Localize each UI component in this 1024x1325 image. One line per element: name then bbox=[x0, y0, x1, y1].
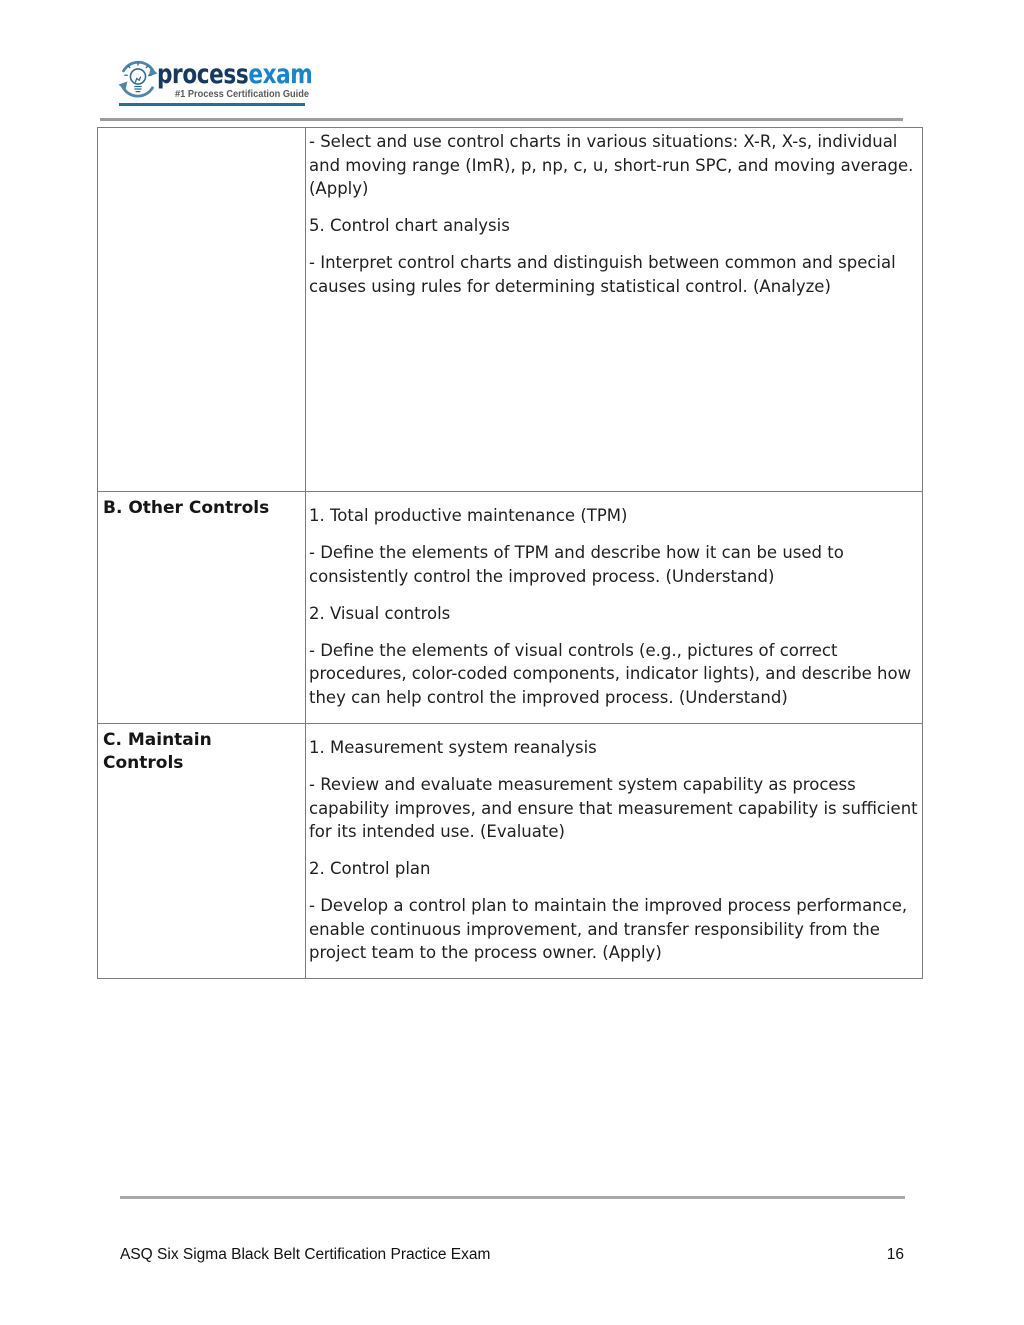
details-cell bbox=[306, 492, 923, 724]
detail-paragraph: - Develop a control plan to maintain the improved process performance, enable continuous improvement, and transfer responsibility from the project team to the process owner. (Apply) bbox=[309, 896, 908, 962]
details-cell bbox=[306, 128, 923, 492]
table-row bbox=[98, 128, 923, 492]
syllabus-table bbox=[97, 127, 923, 979]
topic-label: B. Other Controls bbox=[103, 498, 270, 518]
footer-divider bbox=[120, 1196, 905, 1199]
brand-logo bbox=[157, 60, 312, 90]
detail-paragraph: 1. Measurement system reanalysis bbox=[309, 738, 597, 757]
detail-paragraph: - Define the elements of TPM and describe how it can be used to consistently control the improved process. (Understand) bbox=[309, 543, 844, 586]
detail-paragraph: - Interpret control charts and distinguish between common and special causes using rules for determining statistical control. (Analyze) bbox=[309, 253, 896, 296]
header-divider bbox=[100, 118, 903, 121]
topic-cell bbox=[98, 128, 306, 492]
lightbulb-circular-arrows-icon bbox=[116, 56, 160, 102]
detail-paragraph: 1. Total productive maintenance (TPM) bbox=[309, 506, 628, 525]
detail-paragraph: - Select and use control charts in various situations: X-R, X-s, individual and moving range (ImR), p, np, c, u, short-run SPC, and moving average. (Apply) bbox=[309, 132, 914, 198]
topic-label: C. Maintain Controls bbox=[103, 730, 212, 773]
brand-name-primary: process bbox=[157, 59, 249, 90]
table-row bbox=[98, 492, 923, 724]
brand-tagline: #1 Process Certification Guide bbox=[175, 88, 310, 100]
brand-name-secondary: exam bbox=[248, 59, 313, 90]
topic-cell bbox=[98, 492, 306, 724]
footer-document-title: ASQ Six Sigma Black Belt Certification Practice Exam bbox=[120, 1246, 491, 1263]
logo-underline bbox=[119, 103, 305, 106]
detail-paragraph: - Define the elements of visual controls (e.g., pictures of correct procedures, color-coded components, indicator lights), and describe how they can help control the improved process. (Understand) bbox=[309, 640, 912, 707]
detail-paragraph: - Review and evaluate measurement system capability as process capability improves, and ensure that measurement capability is sufficient for its intended use. (Evaluate) bbox=[309, 775, 918, 841]
detail-paragraph: 5. Control chart analysis bbox=[309, 216, 510, 235]
detail-paragraph: 2. Control plan bbox=[309, 859, 431, 878]
topic-cell bbox=[98, 724, 306, 979]
footer-page-number: 16 bbox=[886, 1246, 904, 1263]
detail-paragraph: 2. Visual controls bbox=[309, 603, 451, 623]
table-row bbox=[98, 724, 923, 979]
footer bbox=[120, 1246, 904, 1264]
details-cell bbox=[306, 724, 923, 979]
